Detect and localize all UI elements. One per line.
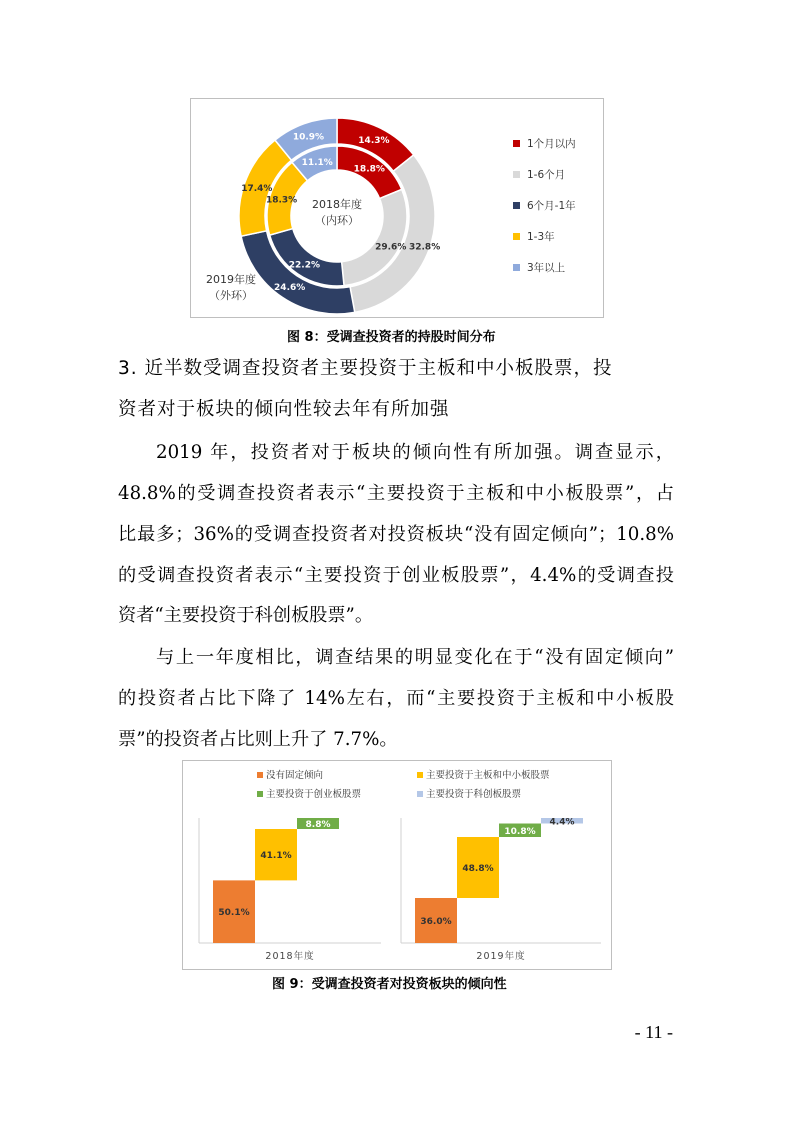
donut-outer-label-1: 32.8% — [408, 242, 441, 253]
donut-outer-label-ring: （外环） — [209, 289, 253, 302]
waterfall-legend-swatch-3 — [417, 791, 423, 797]
figure-8-caption: 图 8：受调查投资者的持股时间分布 — [287, 330, 496, 345]
section-heading-line-2: 资者对于板块的倾向性较去年有所加强 — [118, 399, 450, 420]
figure-9-waterfall-chart — [183, 761, 611, 969]
para-2-line-1: 与上一年度相比，调查结果的明显变化在于“没有固定倾向” — [156, 647, 674, 668]
waterfall-bar-label-1-1: 48.8% — [462, 864, 494, 874]
waterfall-category-label-1: 2019年度 — [476, 951, 526, 962]
donut-legend-label-2: 6个月-1年 — [527, 200, 576, 212]
donut-inner-label-0: 18.8% — [353, 164, 385, 175]
waterfall-bar-label-1-2: 10.8% — [504, 826, 536, 837]
section-heading-line-1: 3. 近半数受调查投资者主要投资于主板和中小板股票，投 — [118, 358, 613, 379]
figure-8-donut-chart — [191, 99, 603, 317]
para-1-line-2: 48.8%的受调查投资者表示“主要投资于主板和中小板股票”，占 — [118, 483, 674, 504]
page-number: - 11 - — [634, 1022, 673, 1042]
donut-legend-swatch-4 — [513, 264, 520, 271]
donut-outer-label-0: 14.3% — [358, 135, 390, 146]
donut-legend-label-3: 1-3年 — [527, 231, 555, 243]
para-2-line-3: 票”的投资者占比则上升了 7.7%。 — [118, 729, 398, 750]
donut-legend-label-4: 3年以上 — [527, 262, 566, 274]
donut-inner-label-3: 18.3% — [265, 195, 298, 206]
figure-8-frame — [190, 98, 604, 318]
donut-inner-label-2: 22.2% — [288, 260, 321, 271]
donut-legend-swatch-2 — [513, 202, 520, 209]
figure-9-caption: 图 9：受调查投资者对投资板块的倾向性 — [272, 977, 507, 992]
waterfall-bar-label-1-0: 36.0% — [420, 917, 452, 927]
donut-legend-swatch-0 — [513, 140, 520, 147]
donut-legend-swatch-1 — [513, 171, 520, 178]
waterfall-bar-label-0-2: 8.8% — [305, 820, 331, 830]
donut-outer-label-4: 10.9% — [292, 132, 325, 143]
donut-inner-label-4: 11.1% — [301, 157, 333, 168]
donut-outer-label-year: 2019年度 — [206, 273, 256, 286]
para-1-line-4: 的受调查投资者表示“主要投资于创业板股票”，4.4%的受调查投 — [118, 565, 674, 586]
donut-legend-swatch-3 — [513, 233, 520, 240]
waterfall-legend-label-1: 主要投资于主板和中小板股票 — [426, 770, 550, 781]
donut-legend-label-0: 1个月以内 — [527, 138, 576, 150]
donut-center-label-year: 2018年度 — [312, 198, 362, 211]
waterfall-bar-label-1-3: 4.4% — [549, 817, 575, 828]
para-1-line-3: 比最多；36%的受调查投资者对投资板块“没有固定倾向”；10.8% — [118, 524, 674, 545]
waterfall-legend-label-3: 主要投资于科创板股票 — [426, 789, 522, 800]
para-1-line-1: 2019 年，投资者对于板块的倾向性有所加强。调查显示， — [156, 442, 674, 463]
waterfall-legend-label-0: 没有固定倾向 — [266, 770, 324, 781]
waterfall-legend-label-2: 主要投资于创业板股票 — [266, 789, 362, 800]
donut-center-label-ring: （内环） — [315, 214, 359, 227]
figure-9-frame — [182, 760, 612, 970]
donut-outer-label-2: 24.6% — [274, 283, 306, 294]
para-1-line-5: 资者“主要投资于科创板股票”。 — [118, 605, 374, 626]
waterfall-bar-label-0-1: 41.1% — [260, 851, 292, 862]
donut-legend-label-1: 1-6个月 — [527, 169, 566, 181]
waterfall-bar-label-0-0: 50.1% — [218, 908, 250, 919]
para-2-line-2: 的投资者占比下降了 14%左右，而“主要投资于主板和中小板股 — [118, 688, 674, 709]
waterfall-legend-swatch-1 — [417, 772, 423, 778]
donut-inner-label-1: 29.6% — [375, 242, 407, 253]
waterfall-category-label-0: 2018年度 — [265, 951, 315, 962]
donut-outer-label-3: 17.4% — [241, 184, 273, 195]
waterfall-legend-swatch-2 — [257, 791, 263, 797]
waterfall-legend-swatch-0 — [257, 772, 263, 778]
